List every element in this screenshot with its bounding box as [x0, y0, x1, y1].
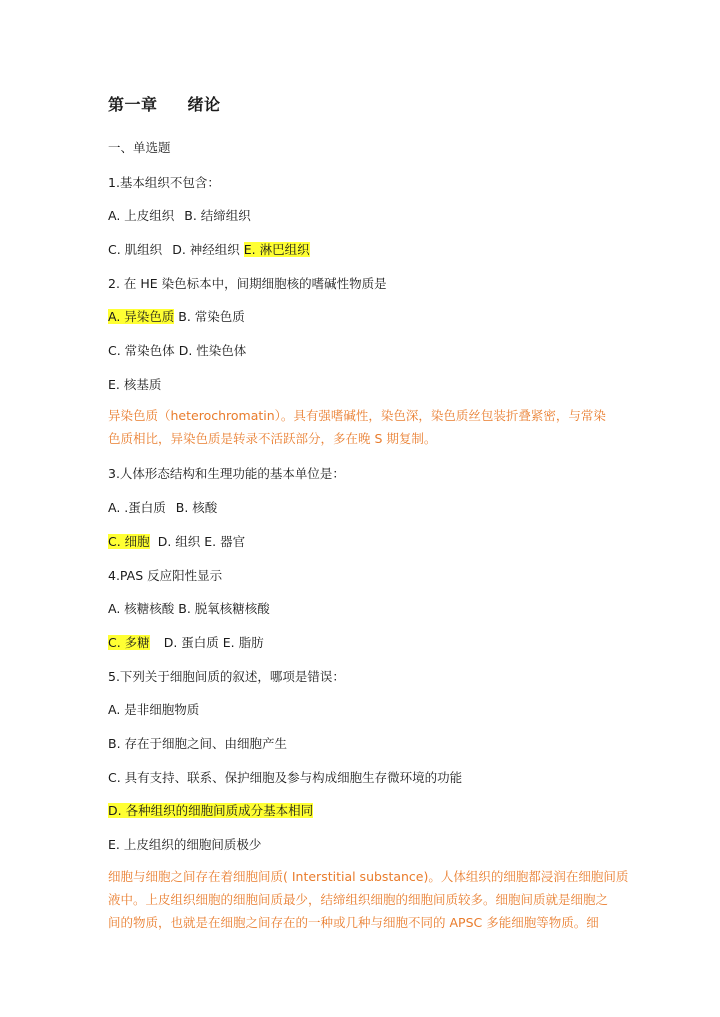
q5-stem: 5.下列关于细胞间质的叙述，哪项是错误：	[108, 669, 345, 684]
q2-options-ab	[108, 308, 245, 326]
q2-explanation-line1: 异染色质（heterochromatin）。具有强嗜碱性，染色深，染色质丝包装折叠紧密，与常染	[108, 408, 606, 423]
q2-explanation-line2: 色质相比，异染色质是转录不活跃部分，多在晚 S 期复制。	[108, 431, 437, 446]
q5-explanation-line1: 细胞与细胞之间存在着细胞间质( Interstitial substance)。人体组织的细胞都浸润在细胞间质	[108, 869, 629, 884]
chapter-name: 绪论	[187, 95, 221, 114]
q4-options-cde	[108, 634, 264, 652]
q3-options-ab	[108, 499, 217, 517]
q1-stem: 1.基本组织不包含：	[108, 175, 220, 190]
q4-stem: 4.PAS 反应阳性显示	[108, 568, 223, 583]
q1-option-a: A. 上皮组织	[108, 208, 175, 223]
section-heading: 一、单选题	[108, 140, 171, 155]
q5-explanation-line2: 液中。上皮组织细胞的细胞间质最少，结缔组织细胞的细胞间质较多。细胞间质就是细胞之	[108, 892, 609, 907]
q5-option-b: B. 存在于细胞之间、由细胞产生	[108, 736, 288, 751]
chapter-number: 第一章	[108, 95, 158, 114]
q1-option-b: B. 结缔组织	[184, 208, 251, 223]
chapter-title	[108, 96, 221, 114]
q1-option-c: C. 肌组织	[108, 242, 163, 257]
q3-option-d: D. 组织	[157, 534, 201, 549]
q2-option-d: D. 性染色体	[178, 343, 247, 358]
q2-options-cd	[108, 342, 246, 360]
q1-options-cde	[108, 241, 310, 259]
q3-stem: 3.人体形态结构和生理功能的基本单位是：	[108, 466, 345, 481]
q3-option-c-answer: C. 细胞	[108, 534, 150, 549]
q2-option-b: B. 常染色质	[178, 309, 245, 324]
q4-option-a: A. 核糖核酸	[108, 601, 175, 616]
q1-option-d: D. 神经组织	[172, 242, 240, 257]
q4-option-d: D. 蛋白质	[163, 635, 219, 650]
q5-option-d-answer: D. 各种组织的细胞间质成分基本相同	[108, 803, 314, 818]
q4-option-c-answer: C. 多糖	[108, 635, 150, 650]
q4-options-ab	[108, 600, 270, 618]
q5-option-d-answer-line	[108, 802, 313, 820]
q2-stem: 2. 在 HE 染色标本中，间期细胞核的嗜碱性物质是	[108, 276, 387, 291]
q5-option-e: E. 上皮组织的细胞间质极少	[108, 837, 262, 852]
q4-option-e: E. 脂肪	[222, 635, 264, 650]
q1-options-ab	[108, 207, 251, 225]
q3-option-e: E. 器官	[204, 534, 246, 549]
q3-options-cde	[108, 533, 245, 551]
q2-option-a-answer: A. 异染色质	[108, 309, 175, 324]
q2-option-e: E. 核基质	[108, 377, 162, 392]
q3-option-a: A. .蛋白质	[108, 500, 166, 515]
q5-option-c: C. 具有支持、联系、保护细胞及参与构成细胞生存微环境的功能	[108, 770, 463, 785]
q1-option-e-answer: E. 淋巴组织	[243, 242, 310, 257]
q4-option-b: B. 脱氧核糖核酸	[178, 601, 270, 616]
q5-explanation-line3: 间的物质，也就是在细胞之间存在的一种或几种与细胞不同的 APSC 多能细胞等物质。细	[108, 915, 599, 930]
q3-option-b: B. 核酸	[175, 500, 218, 515]
q2-option-c: C. 常染色体	[108, 343, 175, 358]
q5-option-a: A. 是非细胞物质	[108, 702, 200, 717]
